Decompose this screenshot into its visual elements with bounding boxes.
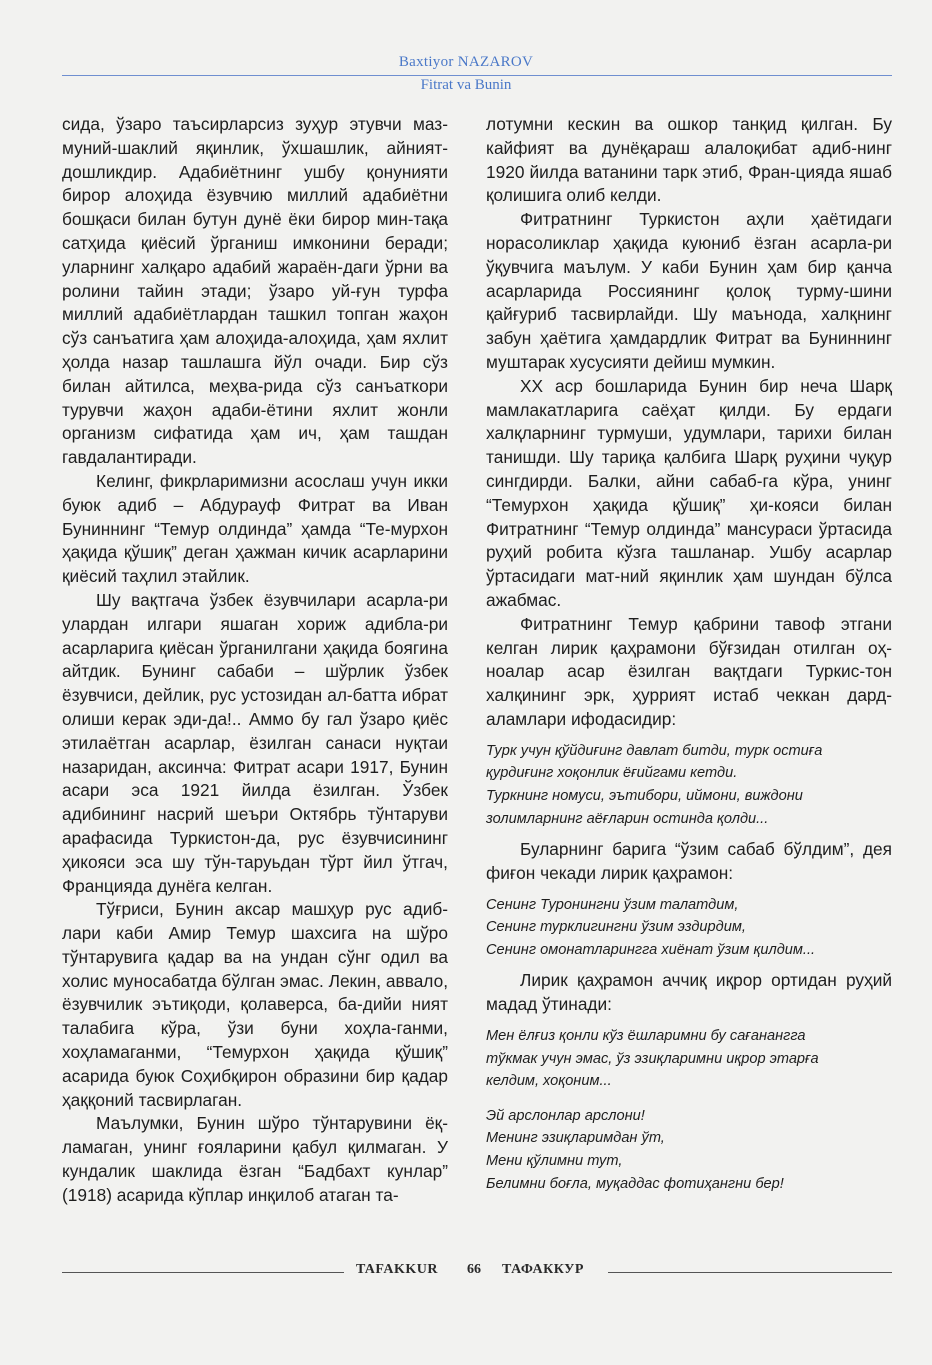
poem-line: қурдиғинг хоқонлик ёғийгами кетди. xyxy=(486,765,738,782)
poem-line: Сенинг турклигингни ўзим эздирдим, xyxy=(486,919,746,936)
header-subtitle: Fitrat va Bunin xyxy=(420,77,512,93)
poem-line: тўкмак учун эмас, ўз эзиқларимни иқрор этарға xyxy=(486,1050,819,1067)
paragraph: лотумни кескин ва ошкор танқид қилган. Бу кайфият ва дунёқараш алалоқибат адиб-нинг 1920 йилда ватанини тарк этиб, Фран-цияда яшаб қолишига олиб келди. xyxy=(486,114,892,206)
right-column xyxy=(486,113,892,1203)
page-number: 66 xyxy=(467,1262,481,1277)
paragraph: Фитратнинг Туркистон аҳли ҳаётидаги норасоликлар ҳақида куюниб ёзган асарла-ри ўқувчига маълум. У каби Бунин ҳам бир қанча асарларида Россиянинг қолоқ турму-шини қайғуриб тасвирлайди. Шу маънода, халқнинг забун ҳаётига ҳамдардлик Фитрат ва Буниннинг муштарак хусусияти дейиш мумкин. xyxy=(486,209,892,372)
paragraph: Маълумки, Бунин шўро тўнтарувини ёқ-ламаган, унинг ғояларини қабул қилмаган. У кундалик шаклида ёзган “Бадбахт кунлар” (1918) асарида кўплар инқилоб атаган та- xyxy=(62,1113,448,1205)
poem-quote xyxy=(486,740,892,830)
header-author: Baxtiyor NAZAROV xyxy=(398,54,534,70)
paragraph: Фитратнинг Темур қабрини тавоф этгани келган лирик қаҳрамони бўғзидан отилган оҳ-ноалар асар ёзилган вақтдаги Туркис-тон халқининг эрк, ҳуррият истаб чеккан дард-аламлари ифодасидир: xyxy=(486,613,892,729)
footer-journal-latin: TAFAKKUR xyxy=(356,1262,439,1277)
poem-line: Туркнинг номуси, эътибори, иймони, виждони xyxy=(486,787,803,804)
poem-line: Эй арслонлар арслони! xyxy=(486,1107,645,1124)
poem-line: Турк учун қўйдиғинг давлат битди, турк остиға xyxy=(486,742,823,759)
footer-divider-right xyxy=(608,1272,892,1273)
poem-line: Сенинг омонатларингга хиёнат ўзим қилдим... xyxy=(486,941,816,958)
left-column xyxy=(62,113,448,1208)
paragraph: Тўғриси, Бунин аксар машҳур рус адиб-лари каби Амир Темур шахсига на шўро тўнтарувига қадар ва на ундан сўнг одил ва холис муносабатда бўлган эмас. Лекин, аввало, ёзувчилик эътиқоди, қолаверса, ба-дийи ният талабига кўра, ўзи буни хоҳла-ганми, хоҳламаганми, “Темурхон ҳақида қўшиқ” асарида буюк Соҳибқирон образини бир қадар ҳаққоний тасвирлаган. xyxy=(62,899,448,1110)
paragraph: Келинг, фикрларимизни асослаш учун икки буюк адиб – Абдурауф Фитрат ва Иван Буниннинг “Темур олдинда” ҳамда “Те-мурхон ҳақида қўшиқ” деган ҳажман кичик асарларини қиёсий таҳлил этайлик. xyxy=(62,470,448,587)
poem-line: Сенинг Туронингни ўзим талатдим, xyxy=(486,896,739,913)
poem-line: келдим, хоқоним... xyxy=(486,1073,612,1090)
header-divider xyxy=(62,75,892,76)
poem-line: Мени қўлимни тут, xyxy=(486,1153,623,1170)
paragraph: XX аср бошларида Бунин бир неча Шарқ мамлакатларига саёҳат қилди. Бу ердаги халқларнинг турмуши, удумлари, тарихи билан танишди. Шу тариқа қалбига Шарқ руҳини чуқур сингдирди. Балки, айни сабаб-га кўра, унинг “Темурхон ҳақида қўшиқ” ҳи-кояси билан Фитратнинг “Темур олдинда” мансураси ўртасида руҳий робита кўзга ташланар. Ушбу асарлар ўртасидаги мат-ний яқинлик ҳам шундан бўлса ажабмас. xyxy=(486,375,892,610)
poem-quote xyxy=(486,894,892,962)
page-footer xyxy=(62,1262,892,1286)
paragraph: Буларнинг барига “ўзим сабаб бўлдим”, дея фиғон чекади лирик қаҳрамон: xyxy=(486,839,892,883)
poem-line: золимларнинг аёғларин остинда қолди... xyxy=(486,810,769,827)
footer-journal-cyrillic: ТАФАККУР xyxy=(502,1262,584,1277)
poem-line: Менинг эзиқларимдан ўт, xyxy=(486,1130,665,1147)
paragraph: Шу вақтгача ўзбек ёзувчилари асарла-ри улардан илгари яшаган хориж адибла-ри асарларига қиёсан ўрганилгани ҳақида боягина айтдик. Бунинг сабаби – шўрлик ўзбек ёзувчиси, дейлик, рус устозидан ал-батта ибрат олиши керак эди-да!.. Аммо бу гал ўзаро қиёс этилаётган асарлар, ёзилган санаси нуқтаи назаридан, аксинча: Фитрат асари 1917, Бунин асари эса 1921 йилда ёзилган. Ўзбек адибининг насрий шеъри Октябрь тўнтаруви арафасида Туркистон-да, рус ёзувчисининг ҳикояси эса шу тўн-таруьдан тўрт йил ўтгач, Францияда дунёга келган. xyxy=(62,589,448,896)
poem-quote xyxy=(486,1025,892,1195)
poem-line: Мен ёлғиз қонли кўз ёшларимни бу сағанангга xyxy=(486,1028,806,1045)
paragraph: Лирик қаҳрамон аччиқ иқрор ортидан руҳий мадад ўтинади: xyxy=(486,970,892,1015)
poem-line: Белимни боғла, муқаддас фотиҳангни бер! xyxy=(486,1175,784,1192)
paragraph: сида, ўзаро таъсирларсиз зуҳур этувчи маз-муний-шаклий яқинлик, ўхшашлик, айният-дошликдир. Адабиётнинг ушбу қонунияти бирор алоҳида ёзувчию миллий адабиётни бошқаси билан бутун дунё ёки бирор мин-тақа сатҳида қиёсий ўрганиш имконини беради; уларнинг халқаро адабий жараён-даги ўрни ва ролини тайин этади; ўзаро уй-ғун турфа миллий адабиётлардан ташкил топган жаҳон сўз санъатига ҳам алоҳида-алоҳида, ҳам яхлит ҳолда назар ташлашга йўл очади. Бир сўз билан айтилса, меҳва-рида сўз санъаткори турувчи жаҳон адаби-ётини яхлит жонли организм сифатида ҳам ич, ҳам ташдан гавдалантиради. xyxy=(62,114,448,468)
footer-divider-left xyxy=(62,1272,344,1273)
